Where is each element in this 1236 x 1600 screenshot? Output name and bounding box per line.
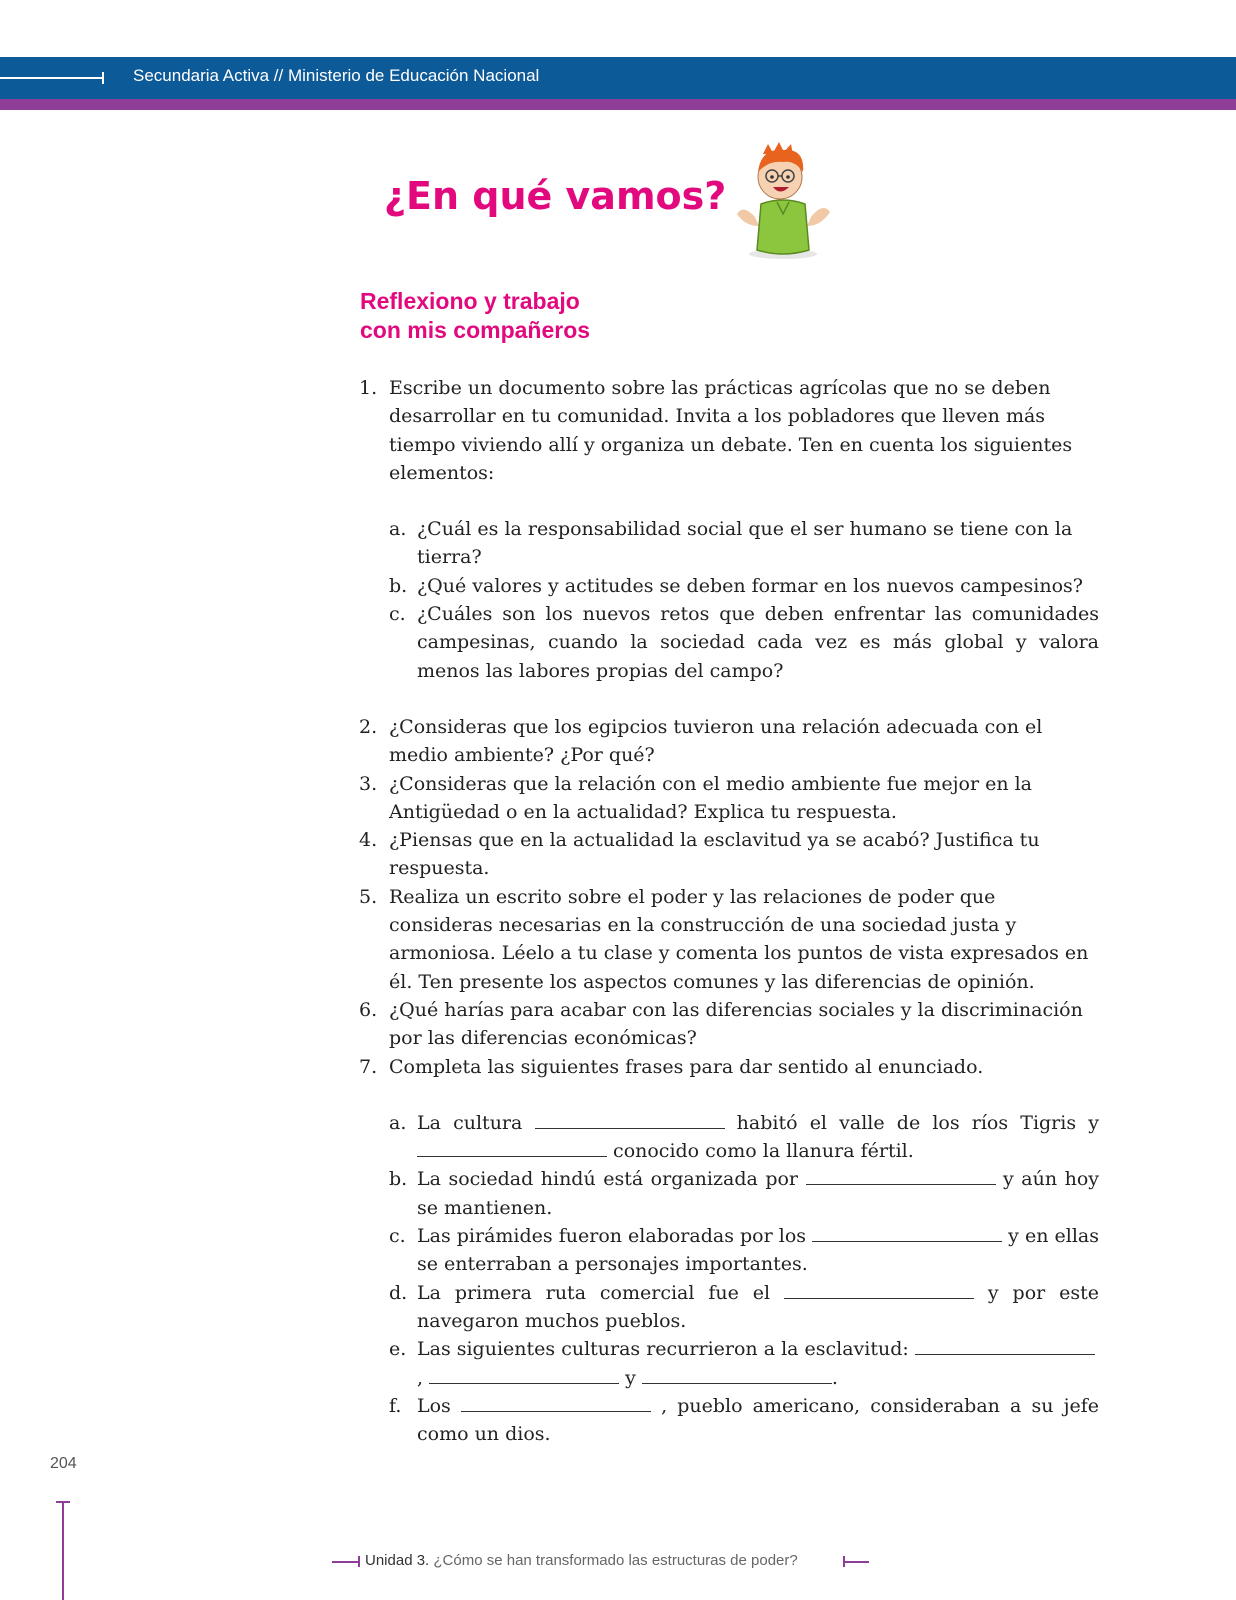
answer-blank[interactable] — [812, 1223, 1002, 1242]
list-item — [359, 770, 1099, 827]
fill-in-item — [389, 1222, 1099, 1279]
footer-question: ¿Cómo se han transformado las estructuras de poder? — [433, 1552, 798, 1569]
item-number: 1. — [359, 377, 378, 399]
answer-blank[interactable] — [806, 1166, 996, 1185]
subtitle-line-2: con mis compañeros — [360, 317, 591, 343]
sub-item-text: ¿Cuál es la responsabilidad social que el ser humano se tiene con la tierra? — [417, 518, 1073, 569]
sub-item — [389, 600, 1099, 685]
item-text: Completa las siguientes frases para dar sentido al enunciado. — [389, 1055, 984, 1078]
fill-text: Los — [417, 1394, 451, 1417]
item-number: 2. — [359, 715, 378, 738]
fill-text: Las siguientes culturas recurrieron a la esclavitud: — [417, 1338, 909, 1361]
footer-rule-right — [843, 1561, 869, 1563]
fill-text: y aún hoy se mantienen. — [417, 1168, 1099, 1219]
fill-text: conocido como la llanura fértil. — [613, 1140, 914, 1163]
fill-text: y — [625, 1366, 636, 1389]
item-number: 4. — [359, 829, 378, 852]
header-text: Secundaria Activa // Ministerio de Educación Nacional — [133, 66, 540, 85]
fill-text: La sociedad hindú está organizada por — [417, 1168, 799, 1191]
sub-item-letter: a. — [389, 518, 407, 541]
item-text: ¿Consideras que los egipcios tuvieron una relación adecuada con el medio ambiente? ¿Por qué? — [389, 715, 1043, 767]
header-rule — [0, 77, 103, 79]
sub-item-text: ¿Cuáles son los nuevos retos que deben enfrentar las comunidades campesinas, cuando la sociedad cada vez es más global y valora menos las labores propias del campo? — [417, 603, 1099, 682]
item-number: 5. — [359, 885, 378, 908]
fill-in-item — [389, 1335, 1099, 1392]
header-accent-bar — [0, 99, 1236, 110]
footer-text — [365, 1552, 798, 1569]
fill-text: La primera ruta comercial fue el — [417, 1281, 771, 1304]
page-title: ¿En qué vamos? — [384, 174, 727, 218]
fill-text: La cultura — [417, 1111, 523, 1134]
section-subtitle — [360, 287, 760, 345]
footer-rule-left — [332, 1561, 359, 1563]
item-text: ¿Consideras que la relación con el medio ambiente fue mejor en la Antigüedad o en la actualidad? Explica tu respuesta. — [389, 772, 1032, 823]
sub-item-letter: a. — [389, 1111, 407, 1134]
item-text: Escribe un documento sobre las prácticas agrícolas que no se deben desarrollar en tu comunidad. Invita a los pobladores que lleven más tiempo viviendo allí y organiza un debate. Ten en cuenta los siguientes elementos: — [389, 377, 1073, 484]
item-number: 6. — [359, 998, 378, 1021]
fill-text: , pueblo americano, consideraban a su jefe como un dios. — [417, 1394, 1099, 1446]
answer-blank[interactable] — [429, 1365, 619, 1384]
list-item — [359, 883, 1099, 996]
fill-in-item — [389, 1165, 1099, 1222]
list-item — [359, 1053, 1099, 1081]
answer-blank[interactable] — [915, 1336, 1095, 1355]
sub-item-letter: d. — [389, 1281, 408, 1304]
fill-text: y en ellas se enterraban a personajes importantes. — [417, 1225, 1099, 1276]
fill-in-item — [389, 1279, 1099, 1336]
footer-unit: Unidad 3. — [365, 1552, 430, 1569]
fill-in-item — [389, 1109, 1099, 1166]
margin-rule — [62, 1502, 64, 1600]
fill-text: y por este navegaron muchos pueblos. — [417, 1281, 1099, 1332]
item-text: ¿Qué harías para acabar con las diferencias sociales y la discriminación por las diferencias económicas? — [389, 998, 1083, 1050]
footer-rule-left-tick — [358, 1556, 360, 1567]
sub-item — [389, 572, 1099, 600]
sub-item-letter: f. — [389, 1394, 402, 1417]
answer-blank[interactable] — [417, 1138, 607, 1157]
item-text: Realiza un escrito sobre el poder y las relaciones de poder que consideras necesarias en la construcción de una sociedad justa y armoniosa. Léelo a tu clase y comenta los puntos de vista expresados en él. Ten presente los aspectos comunes y las diferencias de opinión. — [389, 885, 1089, 993]
answer-blank[interactable] — [642, 1365, 832, 1384]
sub-item-letter: c. — [389, 1225, 406, 1248]
list-item — [359, 374, 1099, 487]
item-number: 3. — [359, 772, 378, 795]
fill-text: , — [417, 1366, 424, 1389]
subtitle-line-1: Reflexiono y trabajo — [360, 288, 580, 314]
student-mascot-illustration — [733, 142, 833, 262]
header-rule-tick — [102, 72, 104, 84]
sub-item-text: ¿Qué valores y actitudes se deben formar en los nuevos campesinos? — [417, 574, 1083, 597]
answer-blank[interactable] — [784, 1280, 974, 1299]
list-item — [359, 826, 1099, 883]
answer-blank[interactable] — [535, 1110, 725, 1129]
fill-text: Las pirámides fueron elaboradas por los — [417, 1225, 807, 1248]
activity-list — [359, 374, 1099, 1448]
fill-text: habitó el valle de los ríos Tigris y — [736, 1111, 1099, 1134]
page-number: 204 — [50, 1455, 77, 1472]
list-item — [359, 996, 1099, 1053]
fill-text: . — [831, 1366, 838, 1389]
sub-item-letter: b. — [389, 574, 408, 597]
sub-item-letter: e. — [389, 1338, 407, 1361]
sub-item — [389, 515, 1099, 572]
fill-in-item — [389, 1392, 1099, 1449]
sub-item-letter: c. — [389, 603, 406, 626]
item-number: 7. — [359, 1055, 378, 1078]
answer-blank[interactable] — [461, 1393, 651, 1412]
sub-item-letter: b. — [389, 1168, 408, 1191]
item-text: ¿Piensas que en la actualidad la esclavitud ya se acabó? Justifica tu respuesta. — [389, 829, 1040, 880]
list-item — [359, 713, 1099, 770]
